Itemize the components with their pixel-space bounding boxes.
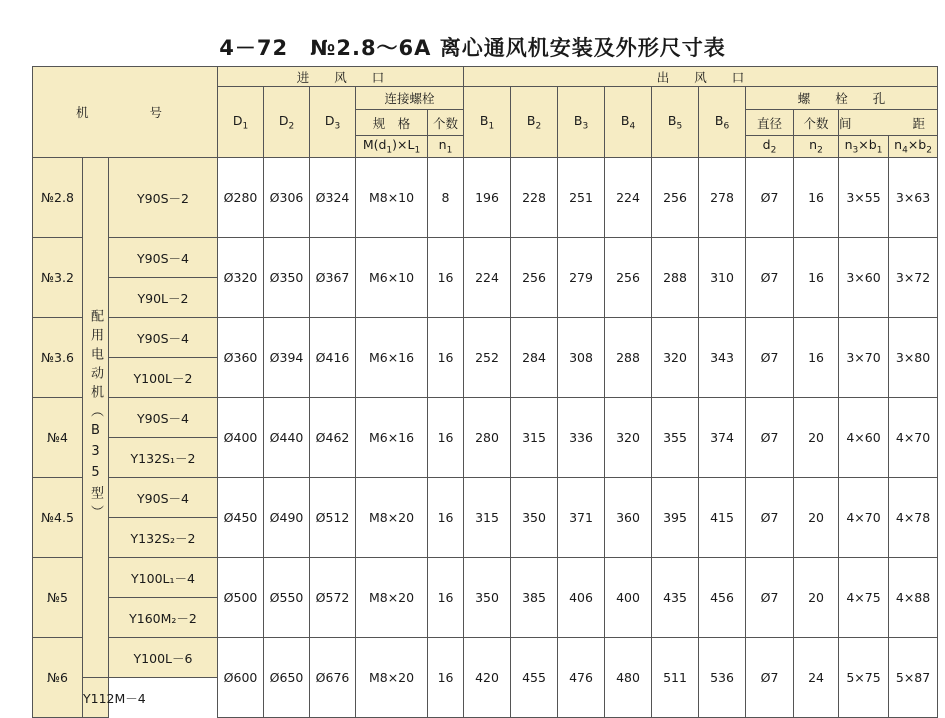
n1-cell: 16 [428,238,464,318]
n3b1-cell: 3×70 [839,318,889,398]
b6-cell: 456 [699,558,746,638]
n3b1-cell: 4×60 [839,398,889,478]
d2-hole-cell: Ø7 [746,318,794,398]
motor-cell: Y90S－4 [109,318,218,358]
n1-cell: 8 [428,158,464,238]
motor-cell: Y90S－2 [109,158,218,238]
b5-cell: 435 [652,558,699,638]
b1-cell: 315 [464,478,511,558]
b4-cell: 320 [605,398,652,478]
b5-cell: 256 [652,158,699,238]
d1-cell: Ø400 [218,398,264,478]
d3-cell: Ø512 [310,478,356,558]
outlet-header: 出 风 口 [464,67,938,87]
b3-header: $B_3$ [558,87,605,158]
diameter-header: 直径 [746,110,794,136]
motor-cell: Y90L－2 [109,278,218,318]
b5-cell: 288 [652,238,699,318]
d1-cell: Ø450 [218,478,264,558]
b4-cell: 224 [605,158,652,238]
n2-cell: 16 [794,238,839,318]
d1-cell: Ø500 [218,558,264,638]
n3b1-cell: 3×55 [839,158,889,238]
b5-header: $B_5$ [652,87,699,158]
motor-cell: Y90S－4 [109,398,218,438]
b3-cell: 371 [558,478,605,558]
b2-cell: 350 [511,478,558,558]
motor-cell: Y112M－4 [83,678,109,718]
motor-cell: Y90S－4 [109,478,218,518]
b6-cell: 415 [699,478,746,558]
inlet-header: 进 风 口 [218,67,464,87]
b5-cell: 355 [652,398,699,478]
b2-cell: 315 [511,398,558,478]
motor-cell: Y132S₂－2 [109,518,218,558]
fan-no-cell: №5 [33,558,83,638]
n4b2-cell: 3×63 [889,158,938,238]
d2-cell: Ø490 [264,478,310,558]
d3-cell: Ø324 [310,158,356,238]
n4b2-cell: 3×72 [889,238,938,318]
fan-no-cell: №6 [33,638,83,718]
spacing-header: 间 距 [839,110,938,136]
bolt-cell: M8×20 [356,478,428,558]
d1-header: $D_1$ [218,87,264,158]
b3-cell: 279 [558,238,605,318]
d3-cell: Ø572 [310,558,356,638]
b2-cell: 228 [511,158,558,238]
motor-cell: Y90S－4 [109,238,218,278]
b3-cell: 251 [558,158,605,238]
n4b2-cell: 3×80 [889,318,938,398]
b1-cell: 224 [464,238,511,318]
b2-cell: 455 [511,638,558,718]
n1-cell: 16 [428,638,464,718]
bolt-cell: M6×16 [356,398,428,478]
bolt-cell: M8×20 [356,638,428,718]
b2-cell: 256 [511,238,558,318]
spec-header: 规 格 [356,110,428,136]
b1-cell: 420 [464,638,511,718]
d1-cell: Ø360 [218,318,264,398]
n2-cell: 16 [794,158,839,238]
b4-cell: 480 [605,638,652,718]
d1-cell: Ø320 [218,238,264,318]
b3-cell: 308 [558,318,605,398]
b4-cell: 288 [605,318,652,398]
b4-cell: 400 [605,558,652,638]
bolt-cell: M8×10 [356,158,428,238]
n1-header: $n_1$ [428,136,464,158]
d3-cell: Ø416 [310,318,356,398]
n1-cell: 16 [428,398,464,478]
b2-header: $B_2$ [511,87,558,158]
d2-cell: Ø394 [264,318,310,398]
bolt-cell: M8×20 [356,558,428,638]
n2-cell: 24 [794,638,839,718]
model-header: 机 号 [33,67,218,158]
bolt-formula-header: $M(d_1)\times L_1$ [356,136,428,158]
n3b1-cell: 3×60 [839,238,889,318]
n4b2-cell: 4×88 [889,558,938,638]
b6-cell: 310 [699,238,746,318]
d2-cell: Ø350 [264,238,310,318]
n3b1-cell: 4×75 [839,558,889,638]
motor-cell: Y132S₁－2 [109,438,218,478]
b6-cell: 374 [699,398,746,478]
b4-cell: 256 [605,238,652,318]
d2-header: $D_2$ [264,87,310,158]
b4-cell: 360 [605,478,652,558]
n2-cell: 20 [794,478,839,558]
b6-header: $B_6$ [699,87,746,158]
n4b2-cell: 4×78 [889,478,938,558]
bolt-holes-header: 螺 栓 孔 [746,87,938,110]
b5-cell: 395 [652,478,699,558]
b5-cell: 320 [652,318,699,398]
page-title: 4－72 №2.8～6A 离心通风机安装及外形尺寸表 [219,36,726,60]
b1-cell: 196 [464,158,511,238]
n3b1-header: $n_3\times b_1$ [839,136,889,158]
b3-cell: 336 [558,398,605,478]
n2-cell: 20 [794,398,839,478]
fan-no-cell: №3.6 [33,318,83,398]
b1-cell: 280 [464,398,511,478]
d2-hole-cell: Ø7 [746,398,794,478]
n1-cell: 16 [428,318,464,398]
b2-cell: 284 [511,318,558,398]
d3-cell: Ø367 [310,238,356,318]
d2-cell: Ø550 [264,558,310,638]
b6-cell: 343 [699,318,746,398]
d2-hole-cell: Ø7 [746,558,794,638]
d3-cell: Ø676 [310,638,356,718]
connection-bolt-header: 连接螺栓 [356,87,464,110]
motor-cell: Y100L－2 [109,358,218,398]
b4-header: $B_4$ [605,87,652,158]
d2-hole-cell: Ø7 [746,158,794,238]
n4b2-cell: 5×87 [889,638,938,718]
d2-hole-cell: Ø7 [746,238,794,318]
d2-cell: Ø440 [264,398,310,478]
bolt-cell: M6×16 [356,318,428,398]
d2-hole-cell: Ø7 [746,638,794,718]
dimension-table [32,66,938,718]
n4b2-cell: 4×70 [889,398,938,478]
b5-cell: 511 [652,638,699,718]
count2-header: 个数 [794,110,839,136]
n4b2-header: $n_4\times b_2$ [889,136,938,158]
n2-cell: 16 [794,318,839,398]
d2-cell: Ø306 [264,158,310,238]
n2-cell: 20 [794,558,839,638]
motor-label-cell: 配用电动机（B35型） [83,158,109,678]
motor-cell: Y100L－6 [109,638,218,678]
d1-cell: Ø600 [218,638,264,718]
n1-cell: 16 [428,478,464,558]
fan-no-cell: №2.8 [33,158,83,238]
d2-hole-header: $d_2$ [746,136,794,158]
fan-no-cell: №4 [33,398,83,478]
d1-cell: Ø280 [218,158,264,238]
d2-hole-cell: Ø7 [746,478,794,558]
d2-cell: Ø650 [264,638,310,718]
b2-cell: 385 [511,558,558,638]
b6-cell: 536 [699,638,746,718]
fan-no-cell: №3.2 [33,238,83,318]
b1-cell: 350 [464,558,511,638]
bolt-cell: M6×10 [356,238,428,318]
fan-no-cell: №4.5 [33,478,83,558]
b6-cell: 278 [699,158,746,238]
b1-header: $B_1$ [464,87,511,158]
n3b1-cell: 5×75 [839,638,889,718]
b3-cell: 476 [558,638,605,718]
d3-cell: Ø462 [310,398,356,478]
d3-header: $D_3$ [310,87,356,158]
motor-cell: Y100L₁－4 [109,558,218,598]
n2-header: $n_2$ [794,136,839,158]
b1-cell: 252 [464,318,511,398]
count-header: 个数 [428,110,464,136]
b3-cell: 406 [558,558,605,638]
n1-cell: 16 [428,558,464,638]
n3b1-cell: 4×70 [839,478,889,558]
motor-cell: Y160M₂－2 [109,598,218,638]
